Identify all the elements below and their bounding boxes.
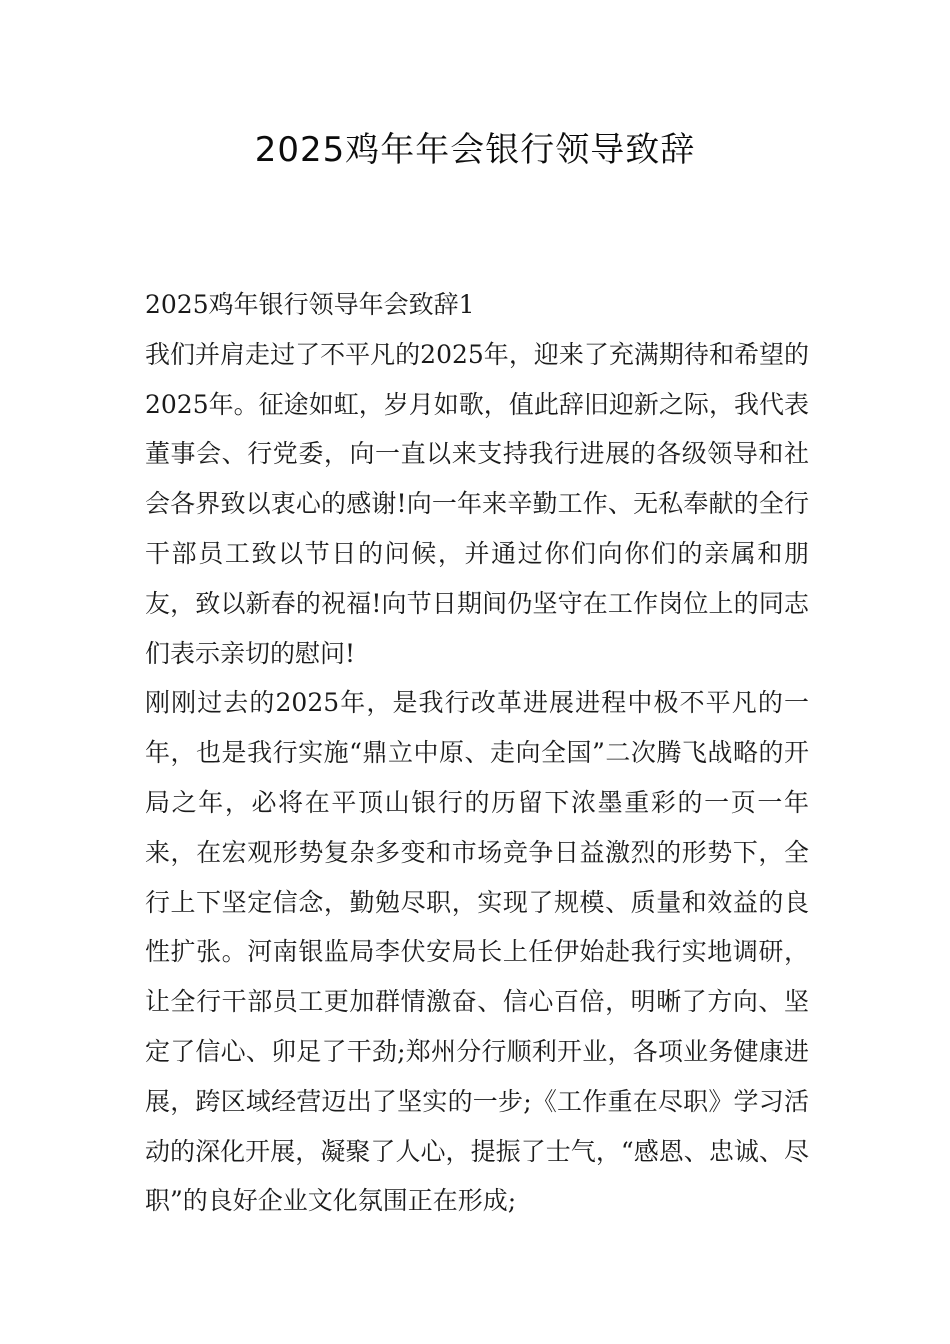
document-title: 2025鸡年年会银行领导致辞 [254, 130, 696, 170]
body-paragraph: 我们并肩走过了不平凡的2025年，迎来了充满期待和希望的2025年。征途如虹，岁月如歌，值此辞旧迎新之际，我代表董事会、行党委，向一直以来支持我行进展的各级领导和社会各界致以衷心的感谢!向一年来辛勤工作、无私奉献的全行干部员工致以节日的问候，并通过你们向你们的亲属和朋友，致以新春的祝福!向节日期间仍坚守在工作岗位上的同志们表示亲切的慰问! [145, 339, 809, 668]
section-heading: 2025鸡年银行领导年会致辞1 [145, 290, 475, 319]
document-body [145, 280, 809, 1226]
body-paragraph: 刚刚过去的2025年，是我行改革进展进程中极不平凡的一年，也是我行实施“鼎立中原、走向全国”二次腾飞战略的开局之年，必将在平顶山银行的历留下浓墨重彩的一页一年来，在宏观形势复杂多变和市场竞争日益激烈的形势下，全行上下坚定信念，勤勉尽职，实现了规模、质量和效益的良性扩张。河南银监局李伏安局长上任伊始赴我行实地调研，让全行干部员工更加群情激奋、信心百倍，明晰了方向、坚定了信心、卯足了干劲;郑州分行顺利开业，各项业务健康进展，跨区域经营迈出了坚实的一步;《工作重在尽职》学习活动的深化开展，凝聚了人心，提振了士气，“感恩、忠诚、尽职”的良好企业文化氛围正在形成; [145, 688, 809, 1216]
